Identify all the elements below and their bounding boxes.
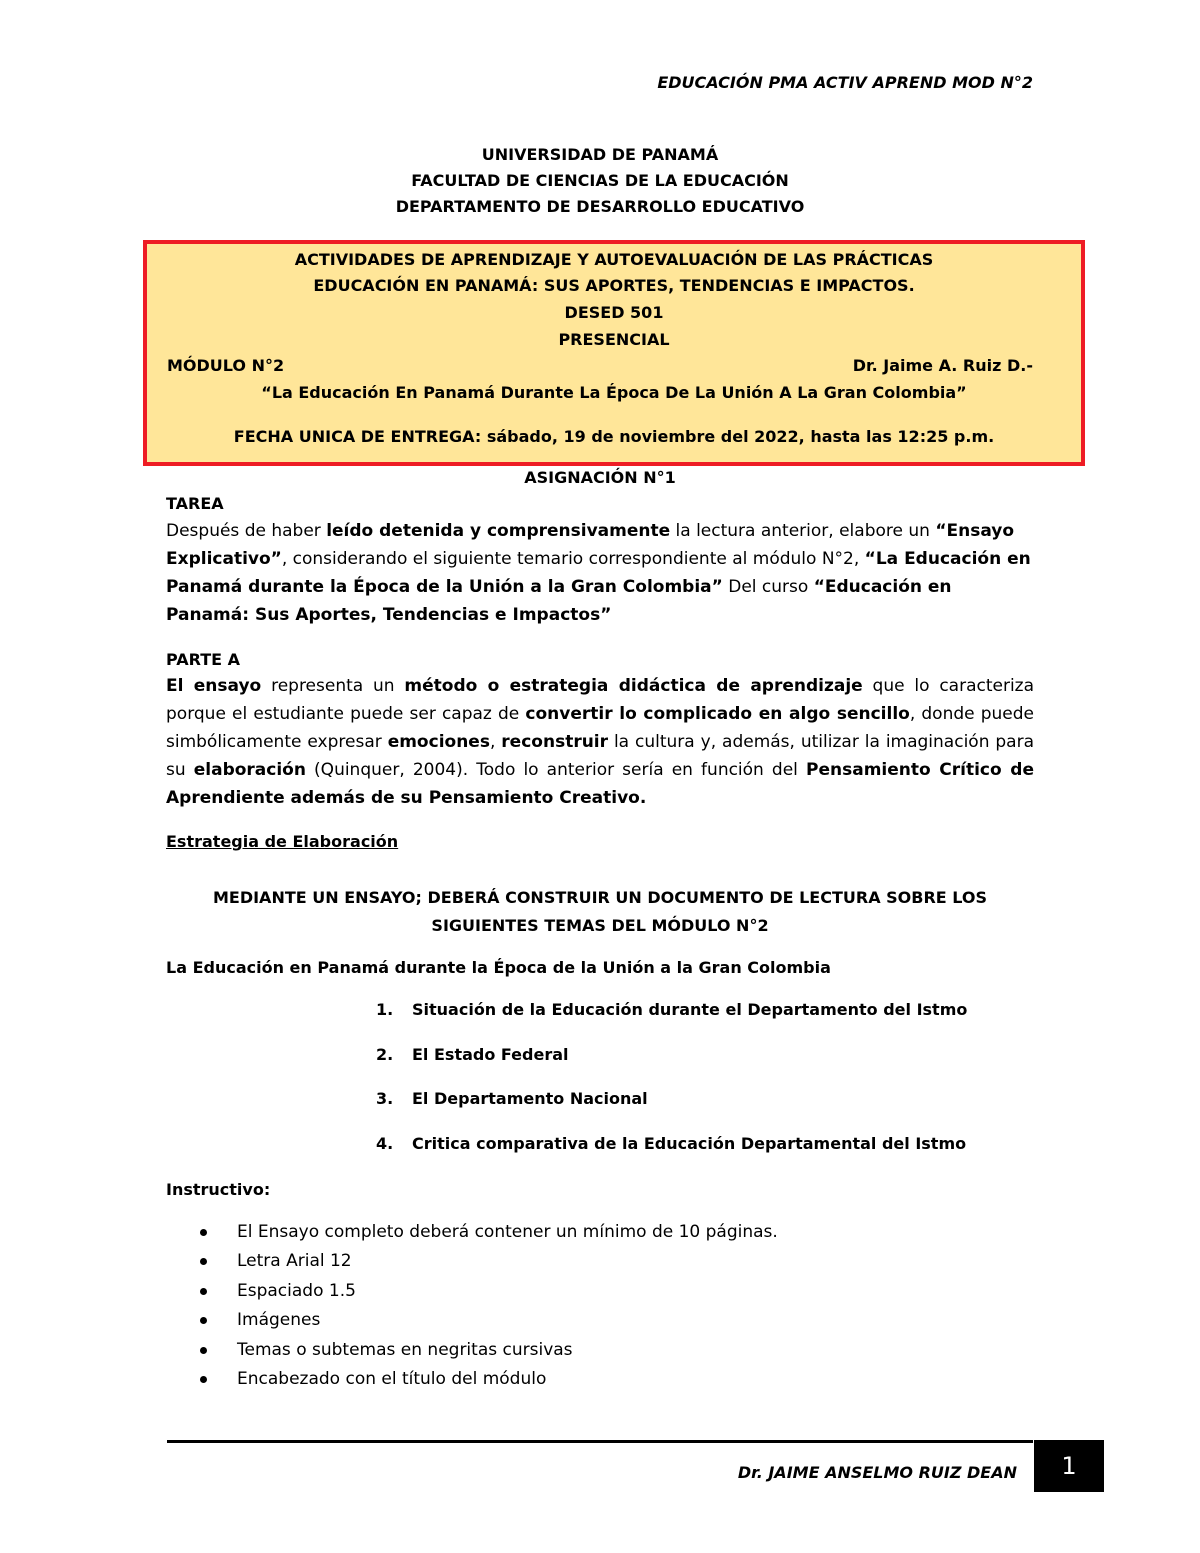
institution-block xyxy=(166,142,1034,220)
bullet-icon xyxy=(200,1317,207,1324)
document-page: EDUCACIÓN PMA ACTIV APREND MOD N°2 UNIVERSIDAD DE PANAMÁ FACULTAD DE CIENCIAS DE LA EDUCACIÓN DEPARTAMENTO DE DESARROLLO EDUCATIVO ACTIVIDADES DE APRENDIZAJE Y AUTOEVALUACIÓN DE LAS PRÁCTICAS EDUCACIÓN EN PANAMÁ: SUS APORTES, TENDENCIAS E IMPACTOS. DESED 501 PRESENCIAL MÓDULO N°2 Dr. Jaime A. Ruiz D.- “La Educación En Panamá Durante La Época De La Unión A La Gran Colombia” FECHA UNICA DE ENTREGA: sábado, 19 de noviembre del 2022, hasta las 12:25 p.m. ASIGNACIÓN N°1 TAREA Después de haber leído detenida y comprensivamente la lectura anterior, elabore un “Ensayo Explicativo”, considerando el siguiente temario correspondiente al módulo N°2, “La Educación en Panamá durante la Época de la Unión a la Gran Colombia” Del curso “Educación en Panamá: Sus Aportes, Tendencias e Impactos” PARTE A El ensayo representa un método o estrategia didáctica de aprendizaje que lo caracteriza porque el estudiante puede ser capaz de convertir lo complicado en algo sencillo, donde puede simbólicamente expresar emociones, reconstruir la cultura y, además, utilizar la imaginación para su elaboración (Quinquer, 2004). Todo lo anterior sería en función del Pensamiento Crítico de Aprendiente además de su Pensamiento Creativo. Estrategia de Elaboración MEDIANTE UN ENSAYO; DEBERÁ CONSTRUIR UN DOCUMENTO DE LECTURA SOBRE LOS SIGUIENTES TEMAS DEL MÓDULO N°2 La Educación en Panamá durante la Época de la Unión a la Gran Colombia 1. Situación de la Educación durante el Departamento del Istmo 2. El Estado Federal 3. El Departamento Nacional 4. Critica comparativa de la Educación Departamental del Istmo Instructivo: El Ensayo completo deberá contener un mínimo de 10 páginas. Letra Arial 12 Espaciado 1.5 Imágenes Temas o subtemas en negritas cursivas Encabezado con el título del módulo Dr. JAIME ANSELMO RUIZ DEAN 1 xyxy=(0,0,1200,1553)
tarea-paragraph: Después de haber leído detenida y comprensivamente la lectura anterior, elabore un “Ensayo Explicativo”, considerando el siguiente temario correspondiente al módulo N°2, “La Educación en Panamá durante la Época de la Unión a la Gran Colombia” Del curso “Educación en Panamá: Sus Aportes, Tendencias e Impactos” xyxy=(166,521,1031,625)
page-number: 1 xyxy=(1034,1440,1104,1492)
estrategia-heading: Estrategia de Elaboración xyxy=(166,832,399,851)
faculty-name: FACULTAD DE CIENCIAS DE LA EDUCACIÓN xyxy=(411,171,789,190)
author-label: Dr. Jaime A. Ruiz D.- xyxy=(852,356,1033,375)
department-name: DEPARTAMENTO DE DESARROLLO EDUCATIVO xyxy=(395,197,805,216)
bullet-icon xyxy=(200,1347,207,1354)
mediante-heading xyxy=(166,884,1034,940)
bullet-icon xyxy=(200,1229,207,1236)
bullet-icon xyxy=(200,1288,207,1295)
temas-title: La Educación en Panamá durante la Época de la Unión a la Gran Colombia xyxy=(166,958,831,977)
bullet-icon xyxy=(200,1258,207,1265)
assignment-title: ASIGNACIÓN N°1 xyxy=(524,468,676,487)
title-box xyxy=(143,240,1085,466)
mediante-line-1: MEDIANTE UN ENSAYO; DEBERÁ CONSTRUIR UN DOCUMENTO DE LECTURA SOBRE LOS xyxy=(212,888,988,907)
tarea-label: TAREA xyxy=(166,494,224,513)
footer-author: Dr. JAIME ANSELMO RUIZ DEAN xyxy=(737,1463,1017,1482)
title-line-2: EDUCACIÓN EN PANAMÁ: SUS APORTES, TENDENCIAS E IMPACTOS. xyxy=(313,276,915,295)
deadline: FECHA UNICA DE ENTREGA: sábado, 19 de noviembre del 2022, hasta las 12:25 p.m. xyxy=(233,427,995,446)
modality: PRESENCIAL xyxy=(558,330,670,349)
module-label: MÓDULO N°2 xyxy=(167,356,285,375)
parte-a-paragraph: El ensayo representa un método o estrategia didáctica de aprendizaje que lo caracteriza porque el estudiante puede ser capaz de convertir lo complicado en algo sencillo, donde puede simbólicamente expresar emociones, reconstruir la cultura y, además, utilizar la imaginación para su elaboración (Quinquer, 2004). Todo lo anterior sería en función del Pensamiento Crítico de Aprendiente además de su Pensamiento Creativo. xyxy=(166,676,1035,808)
university-name: UNIVERSIDAD DE PANAMÁ xyxy=(481,145,719,164)
instructivo-label: Instructivo: xyxy=(166,1180,271,1199)
course-code: DESED 501 xyxy=(564,303,664,322)
mediante-line-2: SIGUIENTES TEMAS DEL MÓDULO N°2 xyxy=(431,916,769,935)
parte-a-label: PARTE A xyxy=(166,650,241,669)
bullet-icon xyxy=(200,1376,207,1383)
running-header: EDUCACIÓN PMA ACTIV APREND MOD N°2 xyxy=(657,73,1033,92)
title-line-1: ACTIVIDADES DE APRENDIZAJE Y AUTOEVALUACIÓN DE LAS PRÁCTICAS xyxy=(294,250,934,269)
module-subtitle: “La Educación En Panamá Durante La Época De La Unión A La Gran Colombia” xyxy=(261,383,967,402)
footer-divider xyxy=(167,1440,1033,1443)
